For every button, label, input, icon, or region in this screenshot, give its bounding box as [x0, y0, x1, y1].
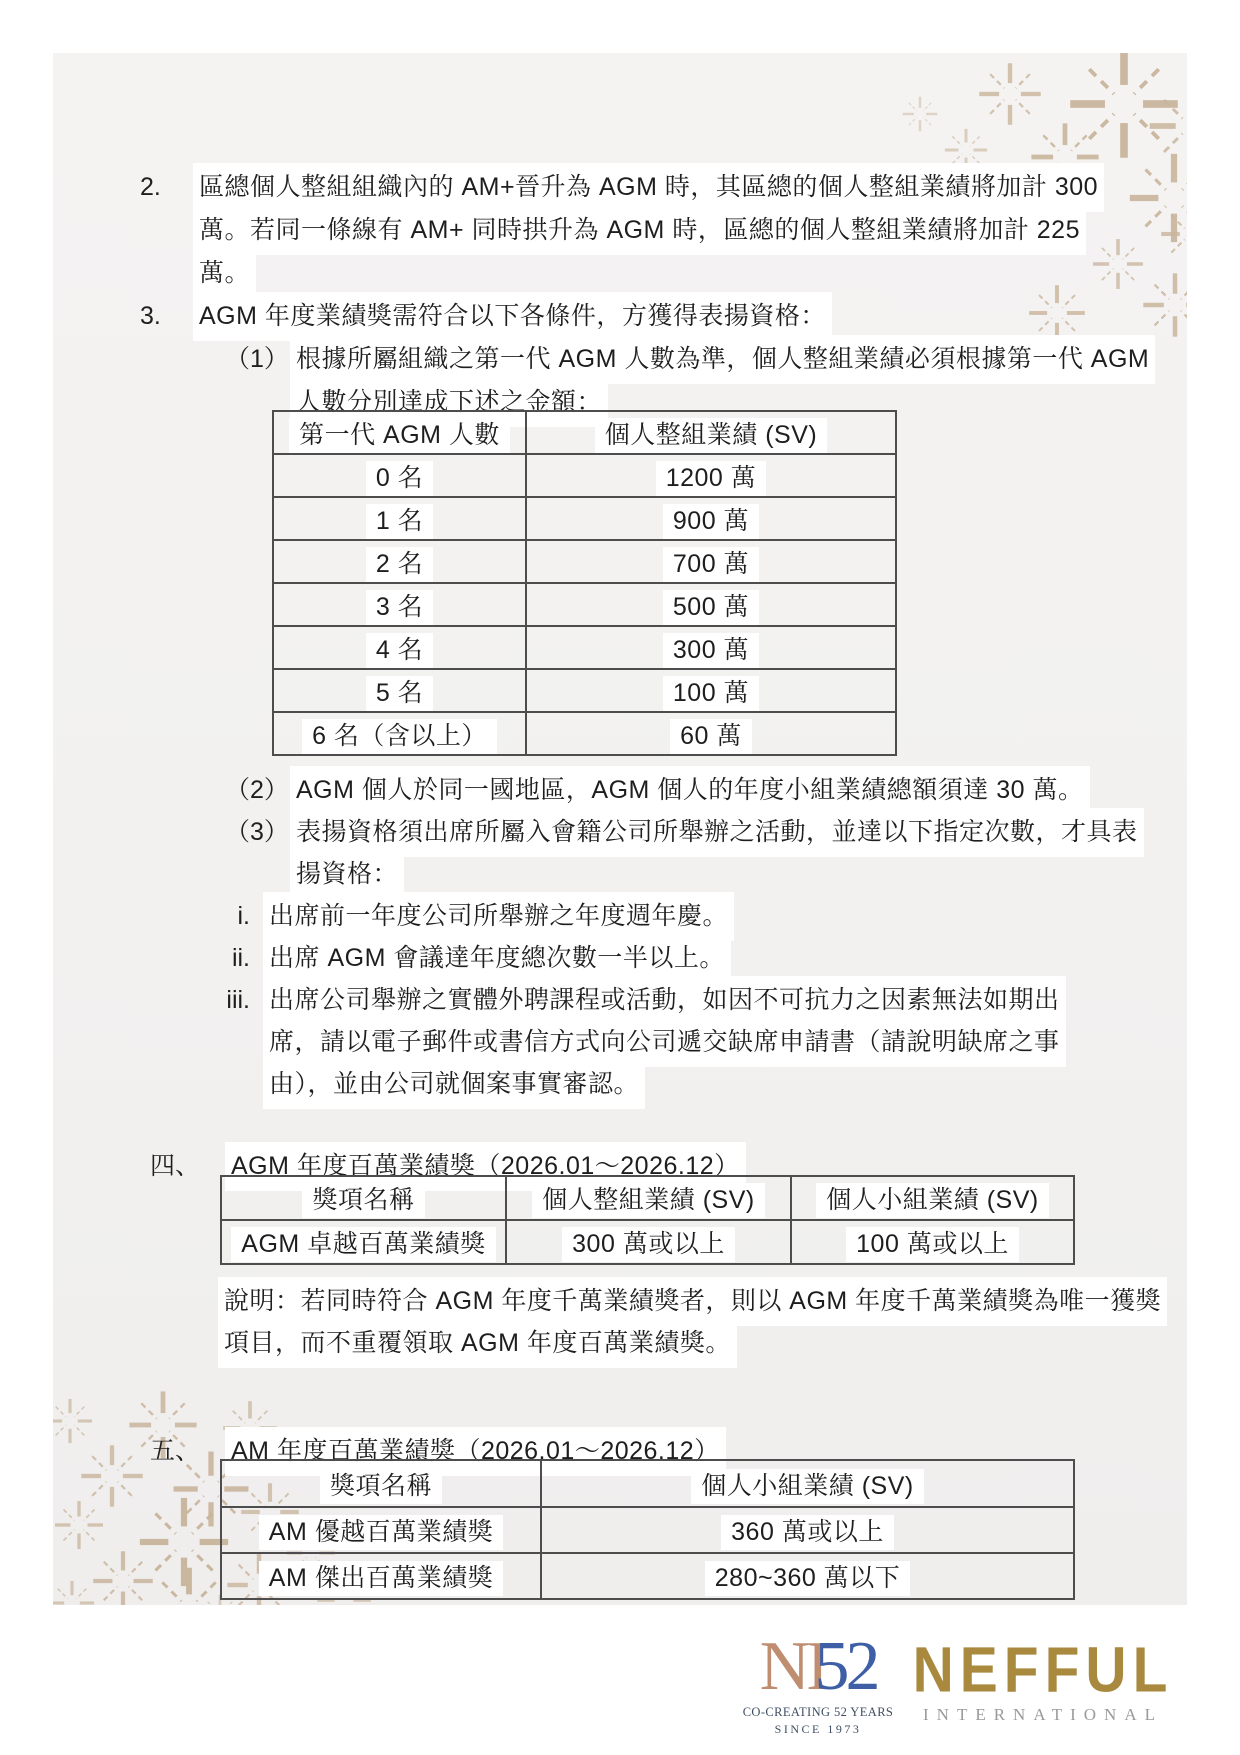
paragraph-line: 萬。 — [193, 252, 256, 294]
paragraph-line: 人數分別達成下述之金額： — [290, 381, 608, 423]
nefful-international-caption: INTERNATIONAL — [923, 1705, 1163, 1724]
table-cell: 280~360 萬以下 — [541, 1553, 1074, 1599]
section-4-marker: 四、 — [150, 1152, 201, 1180]
list-marker: （3） — [225, 818, 289, 846]
table-row — [273, 497, 896, 540]
list-marker: （2） — [225, 776, 289, 804]
paragraph-line: 表揚資格須出席所屬入會籍公司所舉辦之活動，並達以下指定次數，才具表 — [290, 811, 1144, 853]
ni52-caption: CO-CREATING 52 YEARS — [742, 1705, 894, 1719]
table-row — [273, 540, 896, 583]
table-row — [273, 712, 896, 755]
sparkle-icon — [92, 1550, 154, 1605]
ni52-number: 52 — [814, 1628, 877, 1705]
ni52-logo — [740, 1630, 896, 1737]
table-header-row — [221, 1176, 1074, 1220]
paragraph-line: AGM 個人於同一國地區，AGM 個人的年度小組業績總額須達 30 萬。 — [290, 769, 1090, 811]
paragraph-line: 揚資格： — [290, 853, 404, 895]
table-cell: 100 萬或以上 — [791, 1220, 1074, 1264]
table-cell: 個人小組業績 (SV) — [791, 1176, 1074, 1220]
sparkle-icon — [902, 96, 938, 132]
table-row — [273, 454, 896, 497]
table-cell: 5 名 — [273, 669, 526, 712]
nefful-wordmark: NEFFUL — [912, 1634, 1174, 1707]
sparkle-icon — [53, 1398, 93, 1444]
paragraph-line: 根據所屬組織之第一代 AGM 人數為準，個人整組業績必須根據第一代 AGM — [290, 338, 1155, 380]
section-5-heading: AM 年度百萬業績獎（2026.01～2026.12） — [225, 1430, 726, 1472]
table-header-row — [221, 1460, 1074, 1507]
list-marker: i. — [237, 902, 250, 930]
paragraph-line: AGM 年度業績獎需符合以下各條件，方獲得表揚資格： — [193, 295, 832, 337]
list-marker: 3. — [140, 302, 161, 330]
note-line: 說明：若同時符合 AGM 年度千萬業績獎者，則以 AGM 年度千萬業績獎為唯一獲獎 — [218, 1280, 1167, 1322]
table-cell: AM 優越百萬業績獎 — [221, 1507, 541, 1553]
table-cell: 6 名（含以上） — [273, 712, 526, 755]
table-cell: 60 萬 — [526, 712, 896, 755]
sparkle-icon — [54, 1500, 104, 1550]
paragraph-line: 區總個人整組組織內的 AM+晉升為 AGM 時，其區總的個人整組業績將加計 300 — [193, 166, 1104, 208]
table-cell: 700 萬 — [526, 540, 896, 583]
paragraph-line: 由），並由公司就個案事實審認。 — [263, 1063, 645, 1105]
section-4-heading: AGM 年度百萬業績獎（2026.01～2026.12） — [225, 1145, 746, 1187]
paragraph-line: 席，請以電子郵件或書信方式向公司遞交缺席申請書（請說明缺席之事 — [263, 1021, 1066, 1063]
sparkle-icon — [1160, 204, 1187, 264]
list-marker: （1） — [225, 345, 289, 373]
ni52-wordmark — [740, 1630, 896, 1704]
table-cell: 900 萬 — [526, 497, 896, 540]
sparkle-icon — [978, 62, 1042, 126]
table-cell: AGM 卓越百萬業績獎 — [221, 1220, 506, 1264]
table-cell: 個人整組業績 (SV) — [506, 1176, 791, 1220]
table-header-row — [273, 411, 896, 454]
table-row — [221, 1553, 1074, 1599]
agm-million-award-table — [220, 1175, 1075, 1265]
table-row — [221, 1220, 1074, 1264]
table-cell: 個人小組業績 (SV) — [541, 1460, 1074, 1507]
table-cell: 500 萬 — [526, 583, 896, 626]
table-cell: 360 萬或以上 — [541, 1507, 1074, 1553]
note-line: 項目，而不重覆領取 AGM 年度百萬業績獎。 — [218, 1322, 737, 1364]
page-panel — [53, 53, 1187, 1605]
sparkle-icon — [80, 1444, 144, 1508]
table-cell: 4 名 — [273, 626, 526, 669]
list-marker: iii. — [226, 986, 250, 1014]
table-row — [273, 669, 896, 712]
table-cell: 第一代 AGM 人數 — [273, 411, 526, 454]
ni52-ni-letters: NI — [759, 1628, 826, 1705]
table-cell: 0 名 — [273, 454, 526, 497]
table-cell: 獎項名稱 — [221, 1176, 506, 1220]
table-cell: 300 萬 — [526, 626, 896, 669]
table-cell: 個人整組業績 (SV) — [526, 411, 896, 454]
table-cell: 300 萬或以上 — [506, 1220, 791, 1264]
nefful-logo — [903, 1634, 1183, 1725]
table-cell: 1 名 — [273, 497, 526, 540]
sparkle-icon — [1092, 238, 1144, 290]
list-marker: 2. — [140, 173, 161, 201]
paragraph-line: 出席公司舉辦之實體外聘課程或活動，如因不可抗力之因素無法如期出 — [263, 979, 1066, 1021]
table-cell: 2 名 — [273, 540, 526, 583]
sparkle-icon — [53, 1580, 95, 1605]
ni52-since: SINCE 1973 — [774, 1722, 862, 1736]
table-cell: AM 傑出百萬業績獎 — [221, 1553, 541, 1599]
sparkle-icon — [1142, 272, 1187, 338]
table-cell: 100 萬 — [526, 669, 896, 712]
am-million-award-table — [220, 1459, 1075, 1600]
first-gen-agm-table — [272, 410, 897, 756]
table-row — [273, 626, 896, 669]
table-row — [221, 1507, 1074, 1553]
paragraph-line: 出席 AGM 會議達年度總次數一半以上。 — [263, 937, 731, 979]
table-cell: 獎項名稱 — [221, 1460, 541, 1507]
table-row — [273, 583, 896, 626]
paragraph-line: 萬。若同一條線有 AM+ 同時拱升為 AGM 時，區總的個人整組業績將加計 225 — [193, 209, 1086, 251]
section-5-marker: 五、 — [150, 1437, 201, 1465]
list-marker: ii. — [231, 944, 250, 972]
sparkle-icon — [1028, 284, 1086, 342]
paragraph-line: 出席前一年度公司所舉辦之年度週年慶。 — [263, 895, 734, 937]
table-cell: 3 名 — [273, 583, 526, 626]
table-cell: 1200 萬 — [526, 454, 896, 497]
